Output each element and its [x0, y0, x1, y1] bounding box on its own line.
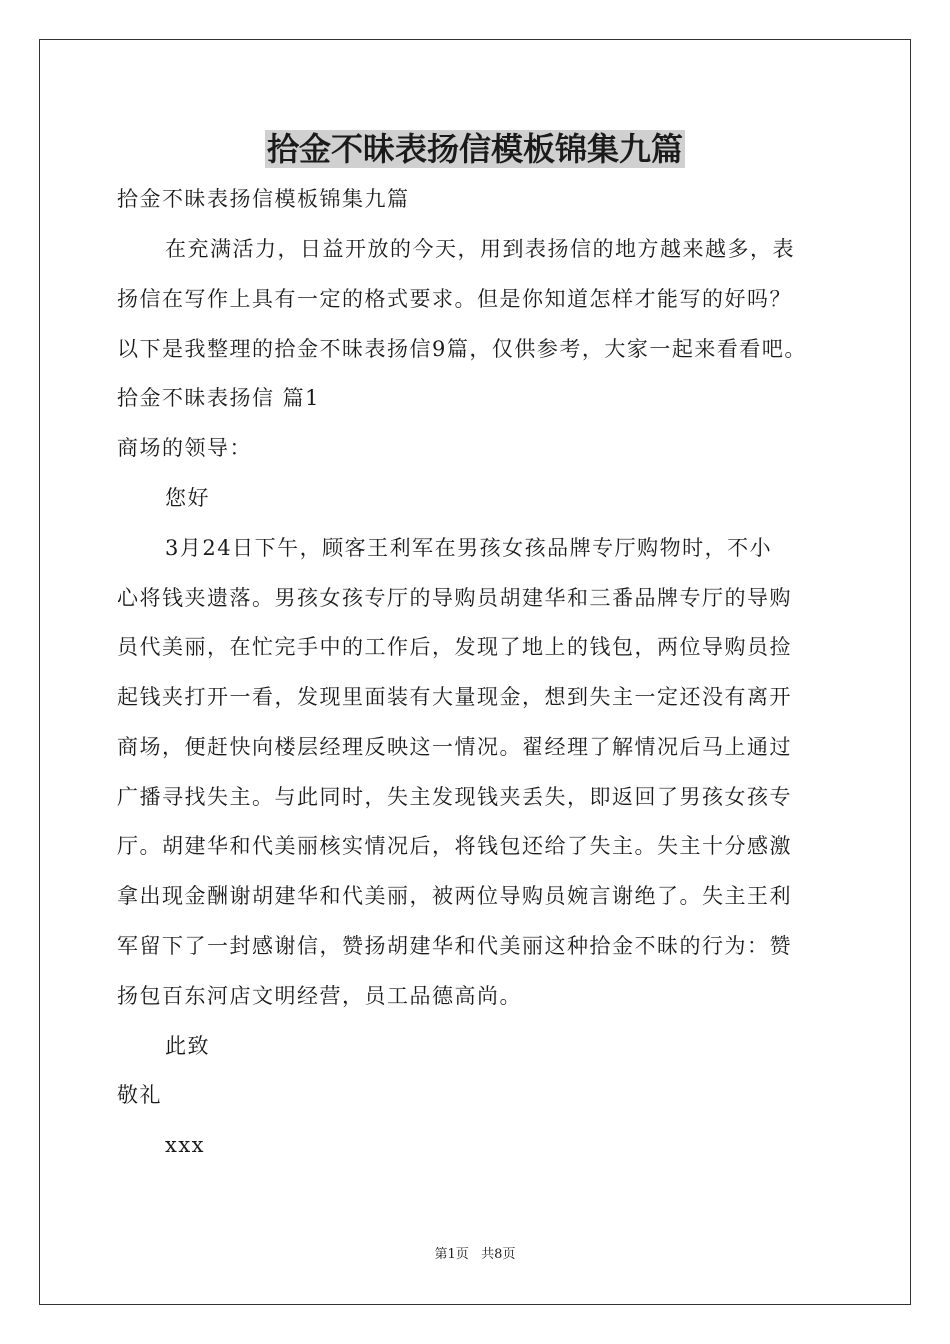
document-subtitle: 拾金不昧表扬信模板锦集九篇 — [117, 187, 410, 211]
salutation: 商场的领导： — [117, 436, 252, 460]
document-title — [0, 126, 950, 172]
body-line-8: 拿出现金酬谢胡建华和代美丽，被两位导购员婉言谢绝了。失主王利 — [117, 884, 792, 908]
body-line-6: 广播寻找失主。与此同时，失主发现钱夹丢失，即返回了男孩女孩专 — [117, 785, 792, 809]
intro-line-2: 扬信在写作上具有一定的格式要求。但是你知道怎样才能写的好吗？ — [117, 287, 792, 311]
body-line-3: 员代美丽，在忙完手中的工作后，发现了地上的钱包，两位导购员捡 — [117, 635, 792, 659]
closing: 此致 — [165, 1034, 210, 1058]
body-line-9: 军留下了一封感谢信，赞扬胡建华和代美丽这种拾金不昧的行为：赞 — [117, 934, 792, 958]
body-line-5: 商场，便赶快向楼层经理反映这一情况。翟经理了解情况后马上通过 — [117, 735, 792, 759]
document-title-text: 拾金不昧表扬信模板锦集九篇 — [266, 130, 683, 168]
greeting: 您好 — [165, 486, 210, 510]
section-heading: 拾金不昧表扬信 篇1 — [117, 386, 321, 410]
page-border — [39, 39, 911, 1305]
body-line-7: 厅。胡建华和代美丽核实情况后，将钱包还给了失主。失主十分感激 — [117, 834, 792, 858]
intro-line-1: 在充满活力，日益开放的今天，用到表扬信的地方越来越多，表 — [165, 237, 795, 261]
body-line-1: 3月24日下午，顾客王利军在男孩女孩品牌专厅购物时，不小 — [165, 536, 773, 560]
signature: xxx — [165, 1133, 206, 1157]
page-footer — [0, 1246, 950, 1264]
body-line-4: 起钱夹打开一看，发现里面装有大量现金，想到失主一定还没有离开 — [117, 685, 792, 709]
page-info: 第1页 共8页 — [434, 1247, 516, 1262]
body-line-2: 心将钱夹遗落。男孩女孩专厅的导购员胡建华和三番品牌专厅的导购 — [117, 586, 792, 610]
intro-line-3: 以下是我整理的拾金不昧表扬信9篇，仅供参考，大家一起来看看吧。 — [117, 337, 807, 361]
body-line-10: 扬包百东河店文明经营，员工品德高尚。 — [117, 984, 522, 1008]
regards: 敬礼 — [117, 1083, 162, 1107]
